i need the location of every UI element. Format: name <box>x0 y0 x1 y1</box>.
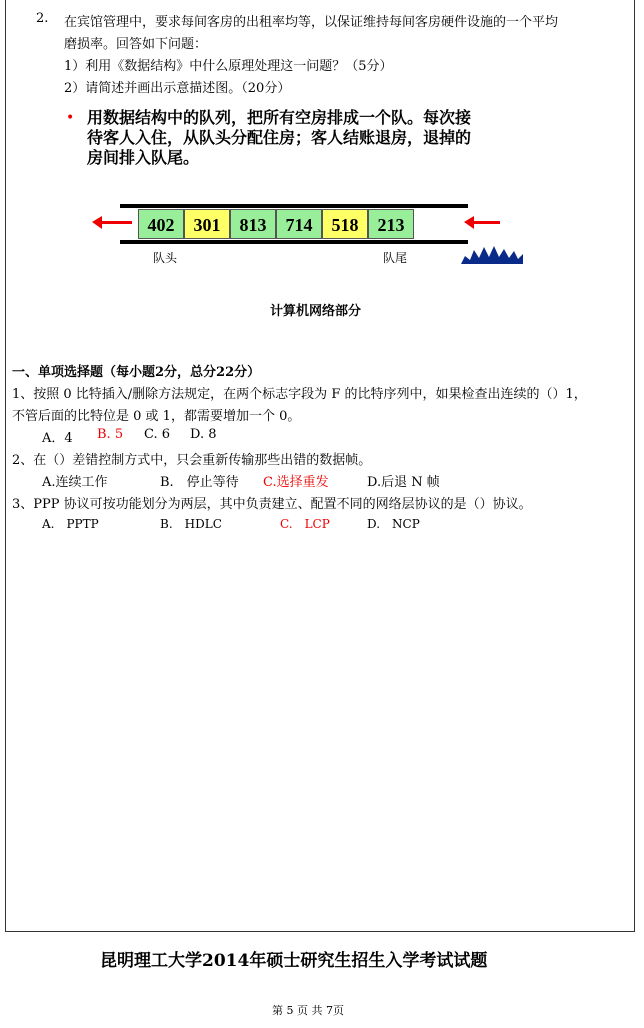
question-text: 2、在（）差错控制方式中，只会重新传输那些出错的数据帧。 <box>12 453 372 468</box>
option: A．4 <box>42 431 73 446</box>
slide-text: 用数据结构中的队列，把所有空房排成一个队。每次接 <box>87 108 472 127</box>
burst-icon <box>461 244 523 264</box>
dequeue-arrow-icon <box>100 221 132 224</box>
option: D.后退 N 帧 <box>367 475 440 490</box>
queue-cell: 213 <box>368 209 414 239</box>
option: D. 8 <box>190 427 217 442</box>
slide-text: 待客人入住，从队头分配住房；客人结账退房，退掉的 <box>87 128 472 147</box>
option: A. PPTP <box>42 517 99 531</box>
queue-cell: 301 <box>184 209 230 239</box>
sub-question: 1）利用《数据结构》中什么原理处理这一问题？（5分） <box>64 59 393 74</box>
option: A.连续工作 <box>42 475 108 490</box>
queue-cells <box>138 209 414 239</box>
question-number: 2. <box>36 11 49 26</box>
option: D. NCP <box>367 517 420 531</box>
queue-cell: 714 <box>276 209 322 239</box>
queue-cell: 813 <box>230 209 276 239</box>
question-text: 在宾馆管理中，要求每间客房的出租率均等，以保证维持每间客房硬件设施的一个平均 <box>64 15 559 30</box>
slide-text: 房间排入队尾。 <box>87 148 200 167</box>
option-answer: B. 5 <box>97 427 124 442</box>
question-text: 不管后面的比特位是 0 或 1，都需要增加一个 0。 <box>12 409 301 424</box>
option-answer: C.选择重发 <box>263 475 329 490</box>
section-heading: 一、单项选择题（每小题2分，总分22分） <box>12 365 261 380</box>
question-text: 3、PPP 协议可按功能划分为两层，其中负责建立、配置不同的网络层协议的是（）协议。 <box>12 497 532 512</box>
bullet-icon: • <box>66 110 75 126</box>
question-text: 1、按照 0 比特插入/删除方法规定，在两个标志字段为 F 的比特序列中，如果检查出连续的（）1， <box>12 387 587 402</box>
queue-tail-label: 队尾 <box>383 251 408 265</box>
sub-question: 2）请简述并画出示意描述图。（20分） <box>64 81 291 96</box>
queue-cell: 518 <box>322 209 368 239</box>
option: B. 停止等待 <box>160 475 239 490</box>
question-text: 磨损率。回答如下问题： <box>64 37 208 52</box>
queue-head-label: 队头 <box>153 251 178 265</box>
option-answer: C. LCP <box>280 517 330 531</box>
page-number: 第 5 页 共 7页 <box>272 1004 344 1017</box>
exam-title: 昆明理工大学2014年硕士研究生招生入学考试试题 <box>100 951 488 971</box>
option: C. 6 <box>144 427 171 442</box>
option: B. HDLC <box>160 517 222 531</box>
queue-cell: 402 <box>138 209 184 239</box>
enqueue-arrow-icon <box>472 221 500 224</box>
section-title: 计算机网络部分 <box>270 304 362 319</box>
